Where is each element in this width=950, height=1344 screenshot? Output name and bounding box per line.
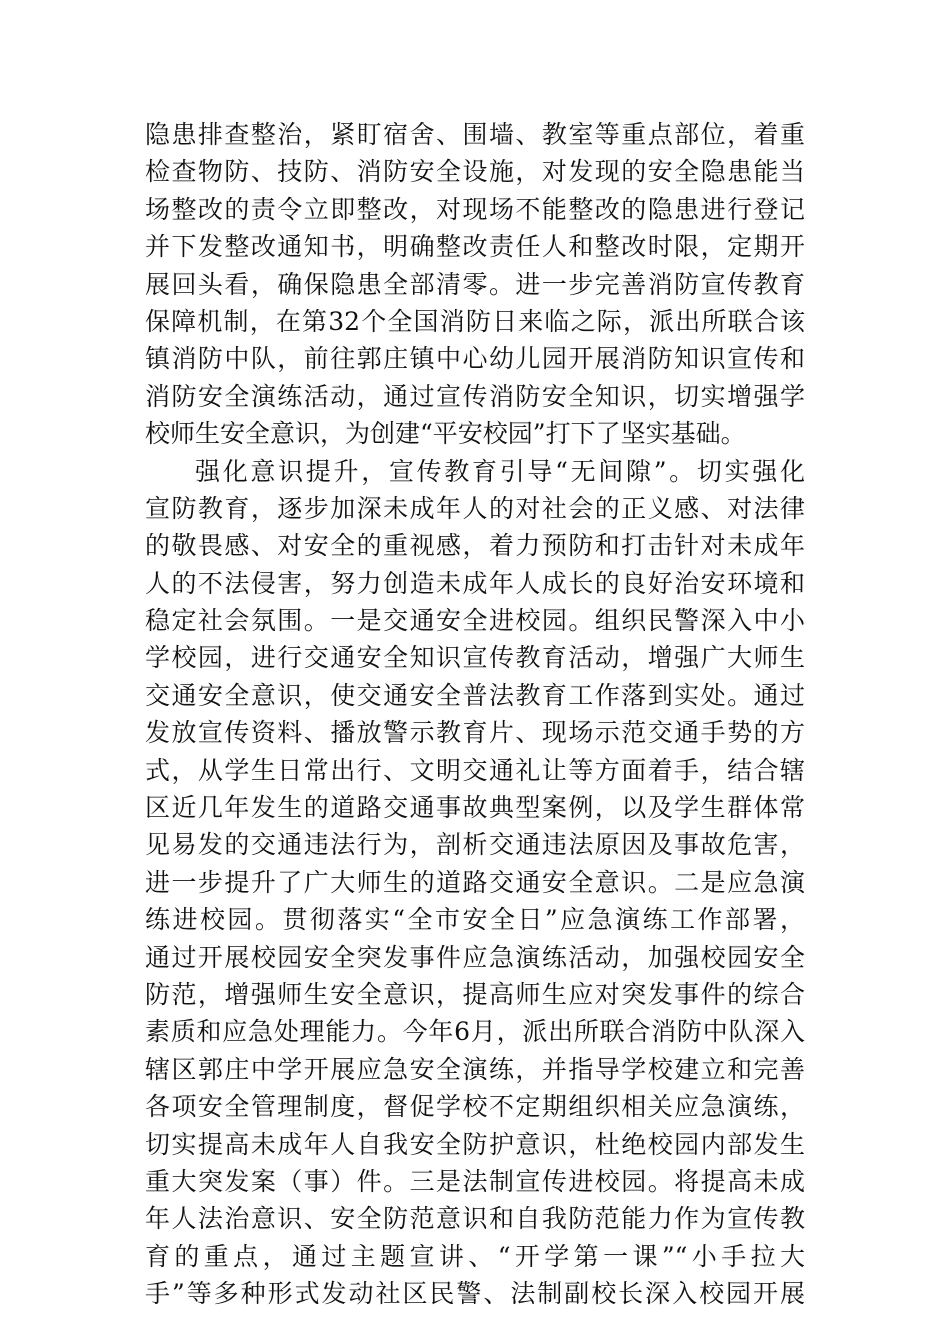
paragraph-1 [145, 116, 805, 453]
text-line: 保障机制，在第32个全国消防日来临之际，派出所联合该 [145, 306, 805, 336]
text-line: 强化意识提升，宣传教育引导“无间隙”。切实强化 [195, 456, 805, 486]
text-line: 切实提高未成年人自我安全防护意识，杜绝校园内部发生 [145, 1129, 805, 1159]
text-line: 各项安全管理制度，督促学校不定期组织相关应急演练， [145, 1092, 805, 1122]
paragraph-2 [145, 453, 805, 1313]
text-line: 交通安全意识，使交通安全普法教育工作落到实处。通过 [145, 680, 805, 710]
text-line: 镇消防中队，前往郭庄镇中心幼儿园开展消防知识宣传和 [145, 344, 805, 374]
text-line: 展回头看，确保隐患全部清零。进一步完善消防宣传教育 [145, 269, 805, 299]
text-line: 年人法治意识、安全防范意识和自我防范能力作为宣传教 [145, 1204, 805, 1234]
text-line: 消防安全演练活动，通过宣传消防安全知识，切实增强学 [145, 381, 805, 411]
text-line: 手”等多种形式发动社区民警、法制副校长深入校园开展 [145, 1279, 805, 1309]
text-line: 进一步提升了广大师生的道路交通安全意识。二是应急演 [145, 867, 805, 897]
body-text [145, 116, 805, 1313]
text-line: 育的重点，通过主题宣讲、“开学第一课”“小手拉大 [145, 1241, 805, 1271]
text-line: 重大突发案（事）件。三是法制宣传进校园。将提高未成 [145, 1166, 805, 1196]
text-line: 宣防教育，逐步加深未成年人的对社会的正义感、对法律 [145, 493, 805, 523]
text-line: 人的不法侵害，努力创造未成年人成长的良好治安环境和 [145, 568, 805, 598]
text-line: 式，从学生日常出行、文明交通礼让等方面着手，结合辖 [145, 755, 805, 785]
text-line: 场整改的责令立即整改，对现场不能整改的隐患进行登记 [145, 194, 805, 224]
text-line: 隐患排查整治，紧盯宿舍、围墙、教室等重点部位，着重 [145, 120, 805, 149]
text-line: 防范，增强师生安全意识，提高师生应对突发事件的综合 [145, 979, 805, 1009]
text-line: 校师生安全意识，为创建“平安校园”打下了坚实基础。 [145, 419, 746, 449]
text-line: 检查物防、技防、消防安全设施，对发现的安全隐患能当 [145, 157, 805, 187]
text-line: 通过开展校园安全突发事件应急演练活动，加强校园安全 [145, 942, 805, 972]
text-line: 的敬畏感、对安全的重视感，着力预防和打击针对未成年 [145, 531, 805, 561]
text-line: 稳定社会氛围。一是交通安全进校园。组织民警深入中小 [145, 606, 805, 636]
text-line: 发放宣传资料、播放警示教育片、现场示范交通手势的方 [145, 718, 805, 748]
text-line: 素质和应急处理能力。今年6月，派出所联合消防中队深入 [145, 1017, 805, 1047]
text-line: 练进校园。贯彻落实“全市安全日”应急演练工作部署， [145, 905, 805, 935]
text-line: 见易发的交通违法行为，剖析交通违法原因及事故危害， [145, 830, 805, 860]
text-line: 并下发整改通知书，明确整改责任人和整改时限，定期开 [145, 232, 805, 262]
text-line: 辖区郭庄中学开展应急安全演练，并指导学校建立和完善 [145, 1054, 805, 1084]
text-line: 区近几年发生的道路交通事故典型案例，以及学生群体常 [145, 793, 805, 823]
text-line: 学校园，进行交通安全知识宣传教育活动，增强广大师生 [145, 643, 805, 673]
